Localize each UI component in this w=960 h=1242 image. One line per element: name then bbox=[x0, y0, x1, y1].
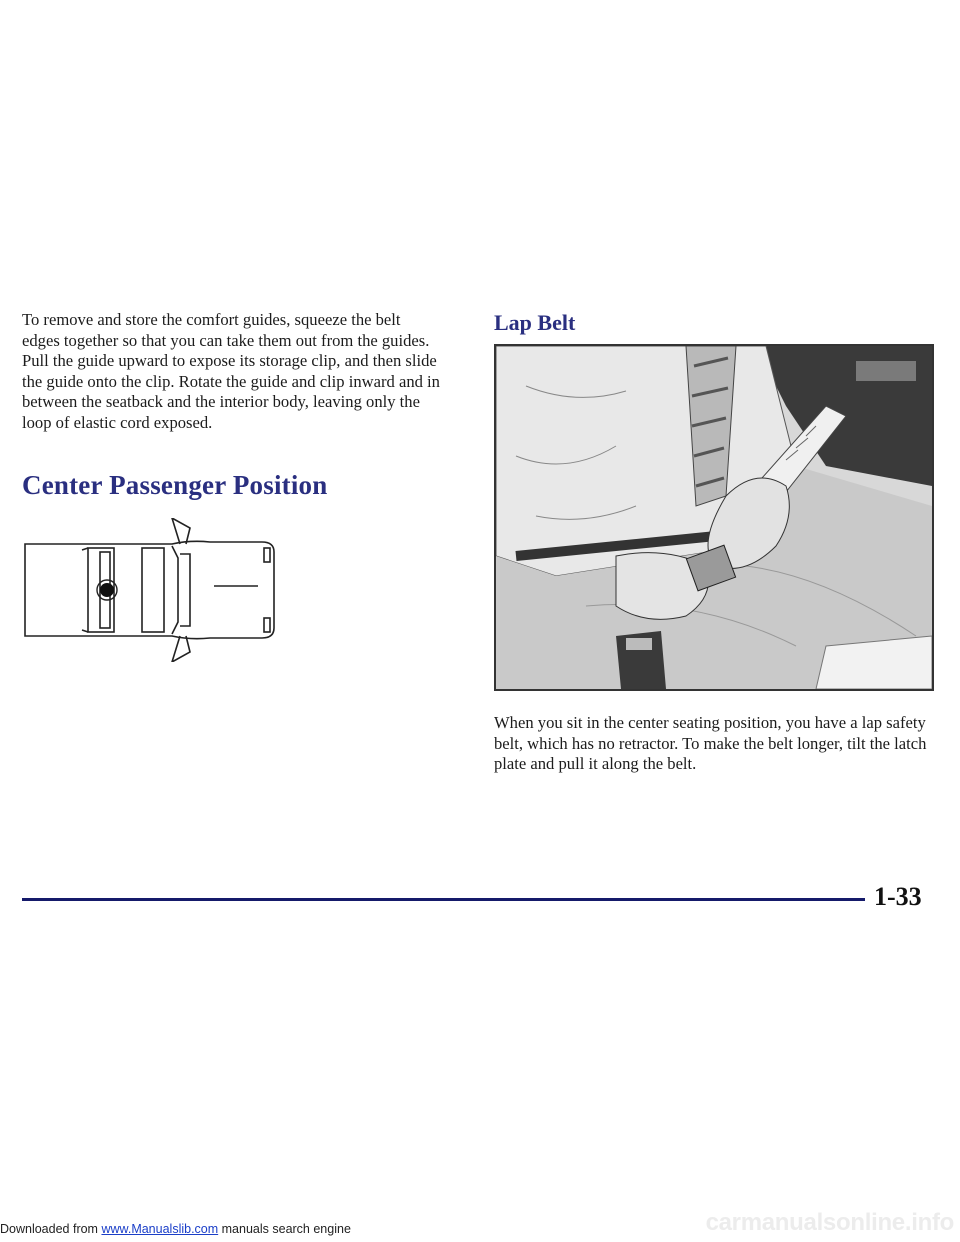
lap-belt-heading: Lap Belt bbox=[494, 310, 576, 335]
lap-belt-paragraph: When you sit in the center seating position, you have a lap safety belt, which has no retractor. To make the belt longer, tilt the latch plate and pull it along the belt. bbox=[494, 713, 927, 774]
comfort-guide-paragraph: To remove and store the comfort guides, squeeze the belt edges together so that you can take them out from the guides. Pull the guide upward to expose its storage clip, and then slide the guide onto the clip. Rotate the guide and clip inward and in between the seatback and the interior body, leaving only the loop of elastic cord exposed. bbox=[22, 310, 440, 432]
page-number: 1-33 bbox=[874, 882, 922, 911]
seating-position-diagram bbox=[22, 518, 284, 662]
footer-prefix: Downloaded from bbox=[0, 1222, 102, 1236]
manualslib-link[interactable]: www.Manualslib.com bbox=[101, 1222, 219, 1236]
watermark: carmanualsonline.info bbox=[705, 1209, 954, 1236]
footer-suffix: manuals search engine bbox=[218, 1222, 351, 1236]
lap-belt-illustration bbox=[494, 344, 934, 691]
download-footer bbox=[0, 1222, 351, 1236]
page-rule bbox=[22, 898, 865, 901]
center-passenger-heading: Center Passenger Position bbox=[22, 470, 328, 500]
